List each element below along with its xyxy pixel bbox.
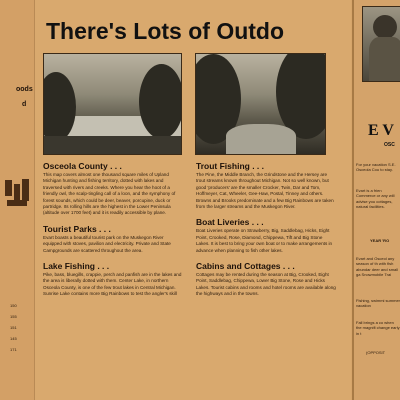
banner-title: There's Lots of Outdo — [46, 18, 285, 44]
lake-photo — [43, 53, 182, 155]
right-panel-p1: For your vacation S.E. Osceola Cou to stay. — [356, 162, 396, 173]
lake-fishing-heading: Lake Fishing . . . — [43, 261, 110, 272]
right-panel-p2: Evart is a frien Commerce or any will advise you cottages, natural facilities. — [356, 188, 395, 210]
tourist-parks-text: Evart boasts a beautiful tourist park on the Muskegon River equipped with stoves, pavilion and electricity. Private and State Campgrounds are scattered throughout the area. — [43, 234, 171, 253]
tourist-parks-heading: Tourist Parks . . . — [43, 223, 111, 234]
lake-fishing-text: Pike, bass, bluegills, crappie, perch and panfish are in the lakes and the area is liberally dotted with them. Center Lake, in northern Osceola County, is one of the few trout lakes in Central Michigan. Sunrise Lake contains more Big Rainbows to test the angler's skill — [43, 272, 182, 297]
right-fold-panel — [352, 0, 400, 400]
scale-value: 171 — [10, 347, 17, 352]
scale-value: 155 — [10, 314, 17, 319]
right-text-column — [196, 161, 336, 298]
right-panel-p4: Fishing, swimmi summer vacation — [356, 298, 400, 309]
right-panel-subtitle: OSC — [384, 142, 395, 148]
scale-value: 151 — [10, 325, 17, 330]
cabins-cottages-text: Cottages may be rented during the season at Big, Crooked, Eight Point, Saddlebag, Chippewa, Lower Big Stone, Rose and Hicks Lakes. Tourist cabins and rooms and hotel rooms are available along the highways and in the towns. — [196, 272, 336, 297]
boat-liveries-text: Boat Liveries operate on Strawberry, Big, Saddlebag, Hicks, Eight Point, Crooked, Rose, Diamond, Chippewa, Tift and Big Stone Lakes. It is best to bring your own boat or to make arrangements in advance when planning to fish other lakes. — [196, 228, 333, 253]
boat-liveries-heading: Boat Liveries . . . — [196, 217, 264, 228]
left-fold-panel — [0, 0, 35, 400]
scale-value: 150 — [10, 303, 17, 308]
osceola-county-text: This map covers almost one thousand square miles of Upland Michigan hunting and fishing territory, dotted with lakes and traversed with rivers and creeks. Where you hear the hoot of a friendly owl, the scalp-tingling call of a loon, and the symphony of forest sounds, which could be deer, beaver, porcupine, duck or partridge. Its rolling hills are the highest in the Lower Peninsula (altitude over 1700 feet) and it is readily accessible by plane. — [43, 172, 176, 216]
left-strip-text-1: oods — [16, 86, 33, 93]
right-panel-p5: Fall brings a co when the magnifi change early in t — [356, 320, 400, 336]
person-photo — [362, 6, 400, 82]
left-strip-ornament — [2, 178, 32, 218]
trout-fishing-text: The Pine, the Middle Branch, the Grindstone and the Hersey are trout streams known throughout Michigan. Not so well known, but good 'producers' are the smaller Crocker, Twin, Dar and Tom, Hoffmeyer, Cat, Wheeler, Gee-Haw, Postal, Tinney and others. Browns and Brooks predominate and a few Big Rainbows are taken from the larger streams and the Muskegon River. — [196, 172, 334, 210]
stream-photo — [195, 53, 326, 155]
osceola-county-heading: Osceola County . . . — [43, 161, 122, 171]
right-panel-p3: Evart and Osceol any season of th with fish abundar deer and small ga Snowmobile Trai — [356, 256, 399, 278]
scale-value: 145 — [10, 336, 17, 341]
right-panel-year-heading: YEAR 'RO — [370, 238, 390, 243]
trout-fishing-heading: Trout Fishing . . . — [196, 161, 264, 171]
cabins-cottages-heading: Cabins and Cottages . . . — [196, 261, 295, 272]
right-panel-title: E V — [368, 122, 394, 139]
left-text-column — [43, 161, 183, 298]
right-panel-p6: (OPPOSIT — [366, 350, 386, 355]
left-strip-text-2: d — [22, 101, 27, 108]
left-strip-scale — [10, 300, 32, 355]
